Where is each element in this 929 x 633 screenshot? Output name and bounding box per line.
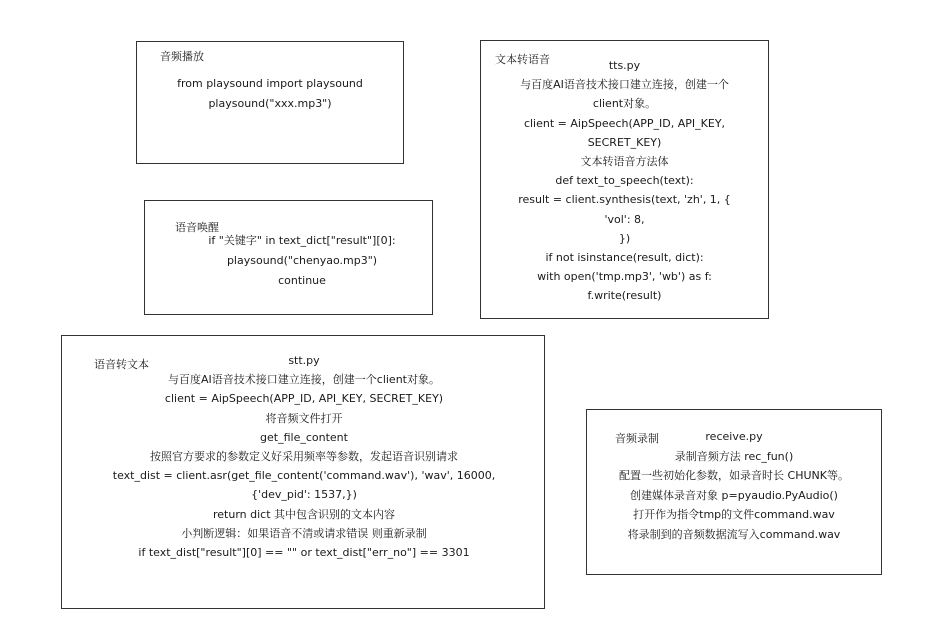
audio-playback-box	[136, 41, 404, 164]
text-to-speech-box	[480, 40, 769, 319]
box-title: 语音唤醒	[175, 221, 219, 234]
text-line: client = AipSpeech(APP_ID, API_KEY, SECRET_KEY)	[164, 392, 444, 406]
box-content	[62, 351, 546, 562]
box-title: 语音转文本	[94, 358, 149, 371]
text-line: get_file_content	[260, 430, 348, 444]
text-line: client = AipSpeech(APP_ID, API_KEY,	[523, 116, 726, 130]
text-line: 小判断逻辑：如果语音不清或请求错误 则重新录制	[181, 526, 427, 540]
text-line: tts.py	[608, 59, 641, 72]
text-line: 与百度AI语音技术接口建立连接，创建一个	[520, 78, 729, 92]
text-line: 打开作为指令tmp的文件command.wav	[633, 508, 835, 521]
text-line: 录制音频方法 rec_fun()	[674, 449, 794, 463]
text-line: with open('tmp.mp3', 'wb') as f:	[537, 270, 712, 284]
box-title: 文本转语音	[495, 53, 550, 66]
text-line: client对象。	[592, 97, 657, 111]
text-line: continue	[278, 274, 326, 287]
text-line: return dict 其中包含识别的文本内容	[212, 507, 396, 521]
text-line: SECRET_KEY)	[587, 135, 662, 149]
box-content	[137, 74, 403, 114]
text-line: playsound("xxx.mp3")	[208, 97, 332, 110]
text-line: if text_dist["result"][0] == "" or text_dist["err_no"] == 3301	[138, 546, 470, 560]
text-line: {'dev_pid': 1537,})	[251, 488, 357, 502]
box-title: 音频录制	[615, 432, 659, 445]
text-line: result = client.synthesis(text, 'zh', 1, {	[518, 193, 731, 207]
text-line: 将录制到的音频数据流写入command.wav	[627, 527, 841, 541]
speech-to-text-box	[61, 335, 545, 609]
text-line: text_dist = client.asr(get_file_content('command.wav'), 'wav', 16000,	[112, 469, 496, 483]
text-line: 按照官方要求的参数定义好采用频率等参数，发起语音识别请求	[150, 450, 458, 464]
text-line: receive.py	[705, 430, 763, 443]
audio-recording-box	[586, 409, 882, 575]
text-line: 文本转语音方法体	[580, 155, 669, 169]
box-title: 音频播放	[160, 50, 204, 63]
text-line: 配置一些初始化参数，如录音时长 CHUNK等。	[619, 469, 849, 482]
text-line: 'vol': 8,	[604, 212, 645, 226]
text-line: 创建媒体录音对象 p=pyaudio.PyAudio()	[630, 488, 838, 502]
text-line: def text_to_speech(text):	[555, 174, 694, 188]
box-content	[481, 56, 768, 306]
text-line: playsound("chenyao.mp3")	[226, 254, 378, 267]
text-line: 将音频文件打开	[265, 411, 343, 425]
text-line: 与百度AI语音技术接口建立连接，创建一个client对象。	[168, 373, 440, 387]
box-content	[170, 231, 434, 291]
text-line: if not isinstance(result, dict):	[545, 251, 704, 265]
text-line: })	[618, 231, 631, 245]
voice-wake-box	[144, 200, 433, 315]
text-line: f.write(result)	[587, 289, 662, 303]
text-line: from playsound import playsound	[177, 77, 363, 90]
text-line: stt.py	[288, 354, 320, 367]
text-line: if "关键字" in text_dict["result"][0]:	[208, 234, 396, 247]
box-content	[587, 427, 881, 544]
